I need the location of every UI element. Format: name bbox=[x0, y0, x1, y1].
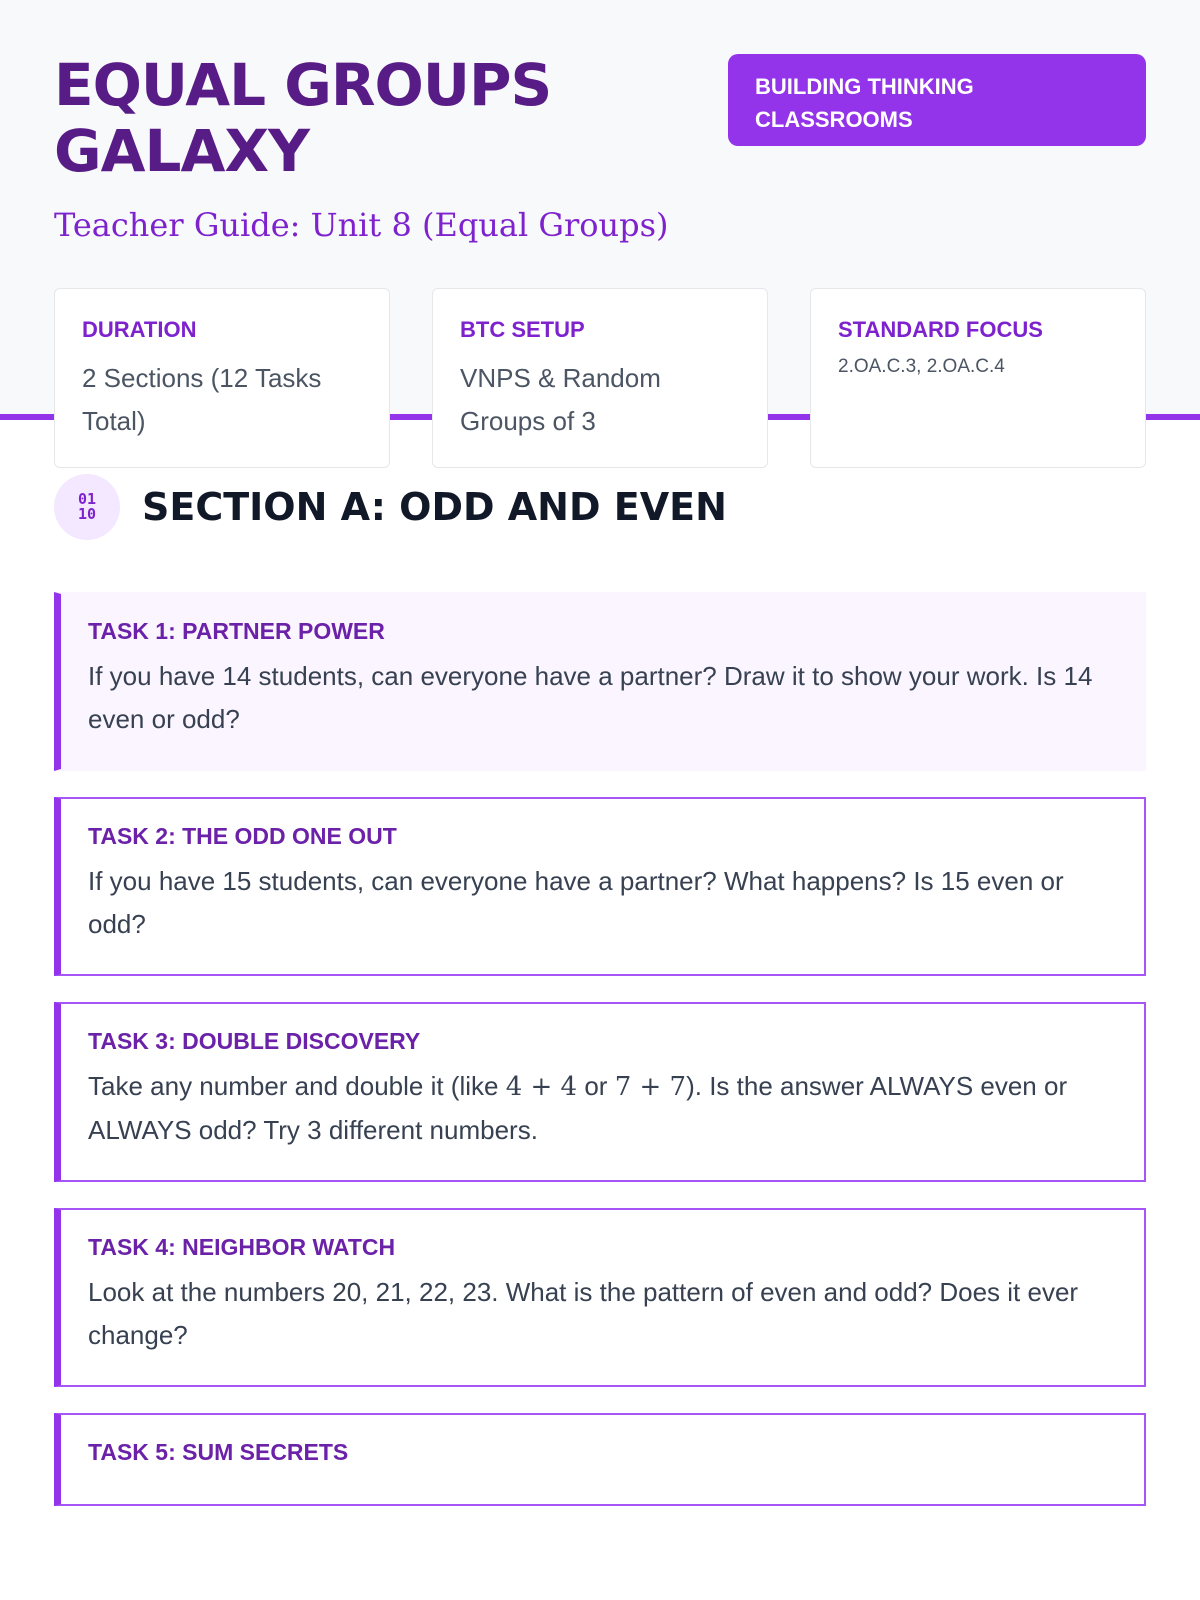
task-title: TASK 3: DOUBLE DISCOVERY bbox=[88, 1028, 421, 1054]
card-value: VNPS & Random Groups of 3 bbox=[460, 363, 661, 436]
card-label: DURATION bbox=[82, 317, 197, 342]
task-text-part: ). Is the answer ALWAYS even or ALWAYS odd? Try 3 different numbers. bbox=[88, 1071, 1068, 1145]
page-header bbox=[0, 0, 1200, 436]
task-text bbox=[88, 1065, 1114, 1152]
task-text: If you have 15 students, can everyone have a partner? What happens? Is 15 even or odd? bbox=[88, 866, 1064, 939]
card-value: 2.OA.C.3, 2.OA.C.4 bbox=[838, 356, 1005, 377]
task-title: TASK 2: THE ODD ONE OUT bbox=[88, 823, 397, 849]
binary-icon-bottom: 10 bbox=[77, 505, 97, 523]
math-expression: 7 + 7 bbox=[614, 1072, 687, 1102]
task-title: TASK 4: NEIGHBOR WATCH bbox=[88, 1234, 396, 1260]
page-subtitle: Teacher Guide: Unit 8 (Equal Groups) bbox=[54, 206, 669, 244]
task-card-2 bbox=[54, 797, 1146, 976]
task-title: TASK 1: PARTNER POWER bbox=[88, 618, 385, 644]
section-title: SECTION A: ODD AND EVEN bbox=[142, 485, 727, 529]
btc-badge: BUILDING THINKING CLASSROOMS bbox=[728, 54, 1146, 146]
info-card-btc-setup bbox=[432, 288, 768, 468]
card-value: 2 Sections (12 Tasks Total) bbox=[82, 363, 322, 436]
math-expression: 4 + 4 bbox=[505, 1072, 578, 1102]
task-card-1 bbox=[54, 592, 1146, 771]
section-header bbox=[54, 474, 1146, 540]
task-card-5 bbox=[54, 1413, 1146, 1506]
info-card-standard-focus bbox=[810, 288, 1146, 468]
task-title: TASK 5: SUM SECRETS bbox=[88, 1439, 349, 1465]
card-label: STANDARD FOCUS bbox=[838, 317, 1043, 342]
info-cards bbox=[54, 288, 1146, 468]
task-card-4 bbox=[54, 1208, 1146, 1387]
info-card-duration bbox=[54, 288, 390, 468]
task-text-part: Take any number and double it (like bbox=[88, 1071, 506, 1101]
task-text: Look at the numbers 20, 21, 22, 23. What is the pattern of even and odd? Does it ever change? bbox=[88, 1277, 1079, 1350]
binary-icon-top: 01 bbox=[77, 490, 97, 508]
task-text-part: or bbox=[577, 1071, 615, 1101]
main-content bbox=[0, 420, 1200, 1506]
binary-icon bbox=[54, 474, 120, 540]
task-text: If you have 14 students, can everyone have a partner? Draw it to show your work. Is 14 even or odd? bbox=[88, 661, 1093, 734]
task-card-3 bbox=[54, 1002, 1146, 1182]
card-label: BTC SETUP bbox=[460, 317, 585, 342]
page-title: EQUAL GROUPS GALAXY bbox=[54, 51, 552, 185]
